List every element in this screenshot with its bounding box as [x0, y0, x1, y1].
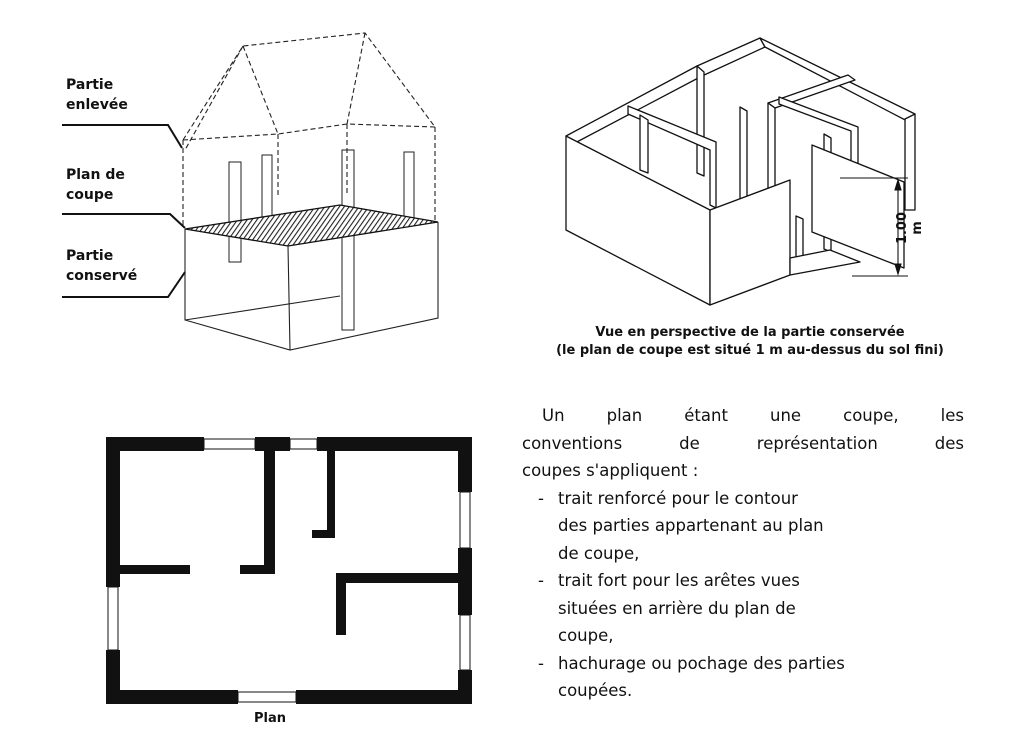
perspective-caption [515, 325, 985, 358]
convention-list [536, 485, 964, 705]
section-plane-hatched [185, 205, 438, 246]
label-partie-enlevee-line2: enlevée [66, 97, 128, 113]
bullet-dash: - [538, 488, 544, 508]
convention-item-1-line2: des parties appartenant au plan [558, 516, 824, 535]
explanation-text [522, 402, 964, 705]
convention-item-3-line2: coupées. [558, 681, 633, 700]
removed-part-dashed [183, 33, 435, 228]
perspective-caption-line1: Vue en perspective de la partie conservée [595, 325, 905, 340]
convention-item-3 [536, 650, 964, 705]
label-partie-conserve-line1: Partie [66, 248, 114, 264]
convention-item-1-line1: trait renforcé pour le contour [558, 488, 798, 508]
dimension-label: 1.00 m [895, 211, 925, 245]
label-plan-de-coupe-line2: coupe [66, 187, 114, 203]
label-plan-de-coupe-line1: Plan de [66, 167, 125, 183]
explanation-intro-line1: Un plan étant une coupe, les [542, 406, 964, 425]
label-leaders [62, 125, 185, 297]
convention-item-3-line1: hachurage ou pochage des parties [558, 653, 845, 673]
convention-item-2-line2: situées en arrière du plan de [558, 598, 796, 618]
explanation-intro-line2: conventions de représentation des [522, 433, 964, 453]
convention-item-2 [536, 567, 964, 650]
plan-caption: Plan [253, 711, 286, 726]
convention-item-1 [536, 485, 964, 568]
explanation-intro-line3: coupes s'appliquent : [522, 461, 699, 480]
convention-item-2-line1: trait fort pour les arêtes vues [558, 571, 800, 590]
floor-plan [106, 437, 472, 704]
convention-item-2-line3: coupe, [558, 626, 614, 645]
perspective-caption-line2: (le plan de coupe est situé 1 m au-dessus du sol fini) [556, 343, 944, 358]
bullet-dash: - [538, 653, 544, 673]
label-partie-enlevee-line1: Partie [66, 77, 114, 93]
convention-item-1-line3: de coupe, [558, 543, 640, 563]
perspective-view [566, 38, 925, 305]
label-partie-conserve-line2: conservé [66, 268, 138, 284]
bullet-dash: - [538, 571, 544, 590]
